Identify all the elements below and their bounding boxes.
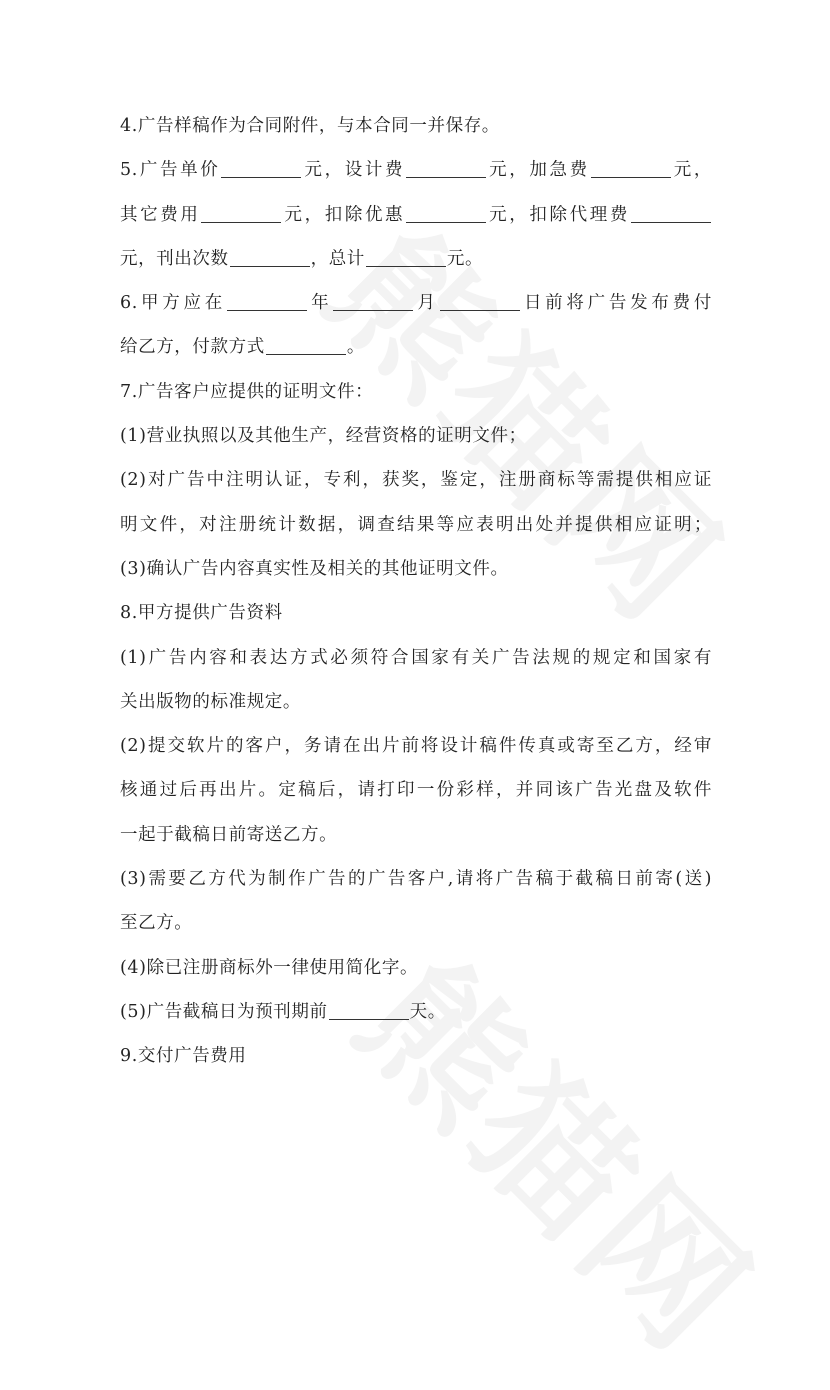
- paragraph-line: 元，刊出次数 ，总计 元。: [120, 248, 484, 269]
- blank-field[interactable]: [406, 159, 486, 178]
- blank-field[interactable]: [201, 204, 281, 223]
- blank-field[interactable]: [333, 292, 413, 311]
- paragraph-line: 一起于截稿日前寄送乙方。: [120, 824, 338, 845]
- blank-field[interactable]: [266, 336, 346, 355]
- paragraph-line: (2)对广告中注明认证，专利，获奖，鉴定，注册商标等需提供相应证: [120, 470, 712, 491]
- paragraph-line: 核通过后再出片。定稿后，请打印一份彩样，并同该广告光盘及软件: [120, 780, 712, 801]
- document-body: [120, 104, 712, 1079]
- paragraph-line: 关出版物的标准规定。: [120, 691, 301, 712]
- paragraph-line: 明文件，对注册统计数据，调查结果等应表明出处并提供相应证明；: [120, 514, 712, 535]
- paragraph-line: (3)需要乙方代为制作广告的广告客户,请将广告稿于截稿日前寄(送): [120, 869, 712, 890]
- paragraph-line: 5.广告单价 元，设计费 元，加急费 元，: [120, 160, 713, 181]
- blank-field[interactable]: [221, 159, 301, 178]
- paragraph-line: (5)广告截稿日为预刊期前 天。: [120, 1001, 446, 1022]
- paragraph-line: (4)除已注册商标外一律使用简化字。: [120, 957, 419, 978]
- paragraph-line: 其它费用 元，扣除优惠 元，扣除代理费: [120, 193, 712, 237]
- blank-field[interactable]: [230, 248, 310, 267]
- blank-field[interactable]: [227, 292, 307, 311]
- paragraph-line: 6.甲方应在 年 月 日前将广告发布费付: [120, 293, 712, 314]
- paragraph-line: (3)确认广告内容真实性及相关的其他证明文件。: [120, 558, 509, 579]
- paragraph-line: (1)广告内容和表达方式必须符合国家有关广告法规的规定和国家有: [120, 647, 712, 668]
- blank-field[interactable]: [631, 204, 711, 223]
- paragraph-line: 9.交付广告费用: [120, 1046, 247, 1067]
- blank-field[interactable]: [440, 292, 520, 311]
- paragraph-line: 4.广告样稿作为合同附件，与本合同一并保存。: [120, 116, 500, 136]
- paragraph-line: 7.广告客户应提供的证明文件：: [120, 381, 374, 402]
- blank-field[interactable]: [329, 1001, 409, 1020]
- blank-field[interactable]: [366, 248, 446, 267]
- paragraph-line: 至乙方。: [120, 913, 193, 934]
- paragraph-line: (2)提交软片的客户，务请在出片前将设计稿件传真或寄至乙方，经审: [120, 736, 712, 757]
- paragraph-line: (1)营业执照以及其他生产，经营资格的证明文件；: [120, 426, 527, 447]
- paragraph-line: 8.甲方提供广告资料: [120, 603, 283, 624]
- blank-field[interactable]: [591, 159, 671, 178]
- paragraph-line: 给乙方，付款方式 。: [120, 337, 365, 358]
- blank-field[interactable]: [406, 204, 486, 223]
